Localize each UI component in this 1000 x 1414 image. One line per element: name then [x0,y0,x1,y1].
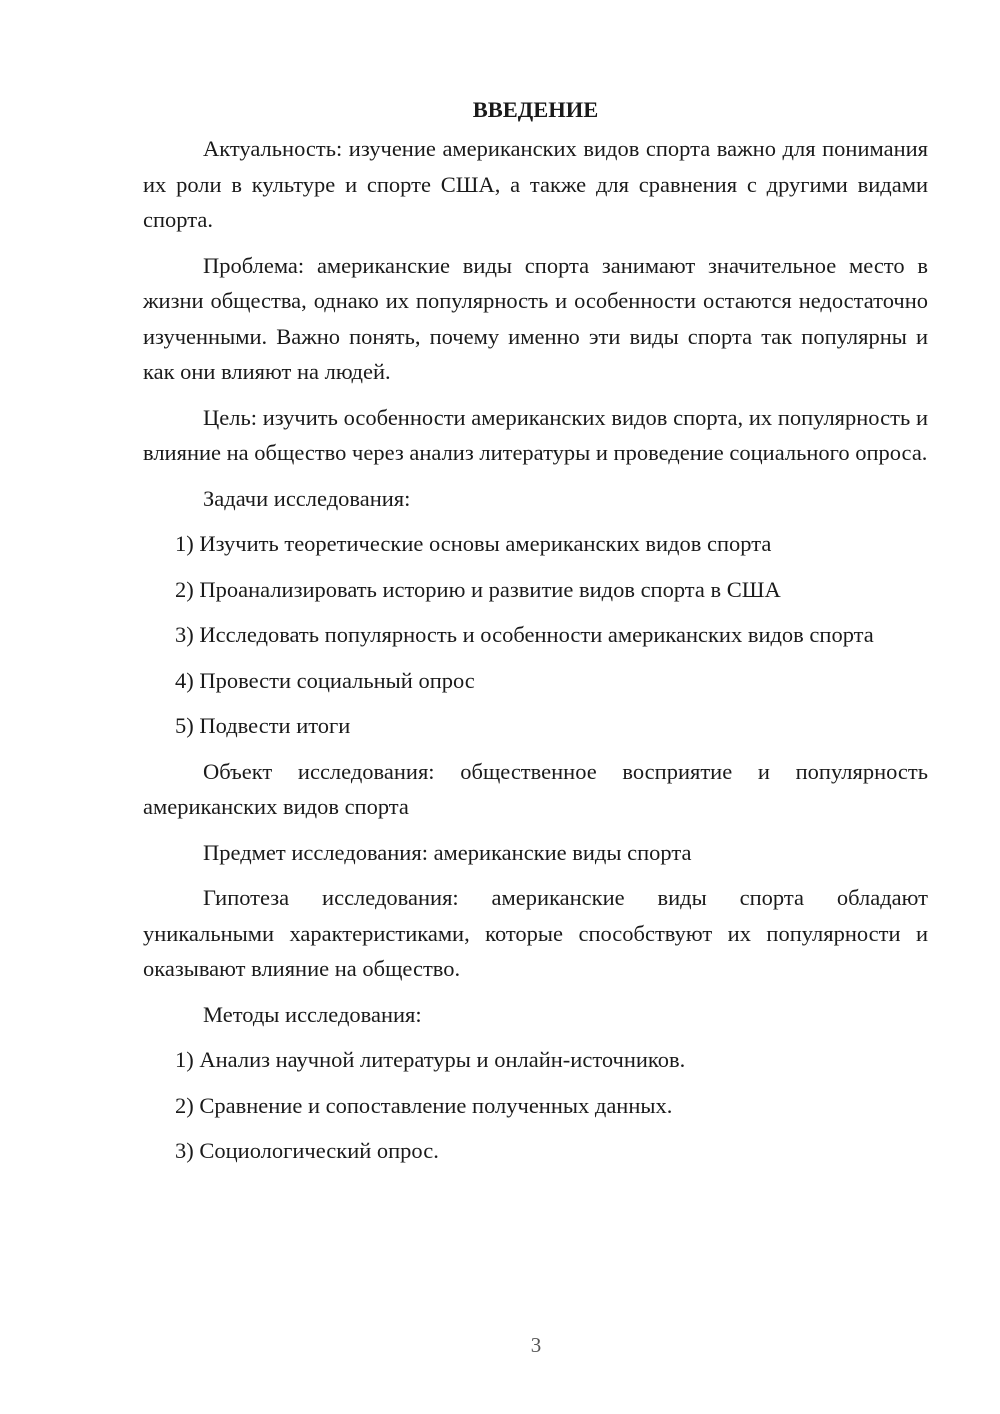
document-page [143,92,928,1179]
tasks-title: Задачи исследования: [203,485,411,511]
method-item: 3) Социологический опрос. [175,1138,439,1163]
task-item: 3) Исследовать популярность и особенности американских видов спорта [175,622,874,647]
task-item: 1) Изучить теоретические основы американских видов спорта [175,531,772,556]
methods-title: Методы исследования: [203,1001,422,1027]
subject-paragraph: Предмет исследования: американские виды спорта [203,839,692,865]
page-number: 3 [530,1333,542,1357]
method-item: 2) Сравнение и сопоставление полученных данных. [175,1092,673,1118]
object-paragraph: Объект исследования: общественное восприятие и популярность американских видов спорта [143,758,928,819]
method-item: 1) Анализ научной литературы и онлайн-источников. [175,1047,686,1072]
task-item: 5) Подвести итоги [175,713,351,738]
goal-paragraph: Цель: изучить особенности американских видов спорта, их популярность и влияние на общество через анализ литературы и проведение социального опроса. [143,404,928,465]
relevance-paragraph: Актуальность: изучение американских видов спорта важно для понимания их роли в культуре и спорте США, а также для сравнения с другими видами спорта. [143,136,928,232]
problem-paragraph: Проблема: американские виды спорта занимают значительное место в жизни общества, однако их популярность и особенности остаются недостаточно изученными. Важно понять, почему именно эти виды спорта так популярны и как они влияют на людей. [143,252,928,384]
task-item: 2) Проанализировать историю и развитие видов спорта в США [175,576,781,602]
task-item: 4) Провести социальный опрос [175,667,475,693]
hypothesis-paragraph: Гипотеза исследования: американские виды спорта обладают уникальными характеристиками, которые способствуют их популярности и оказывают влияние на общество. [143,885,928,981]
section-heading: ВВЕДЕНИЕ [472,97,599,122]
